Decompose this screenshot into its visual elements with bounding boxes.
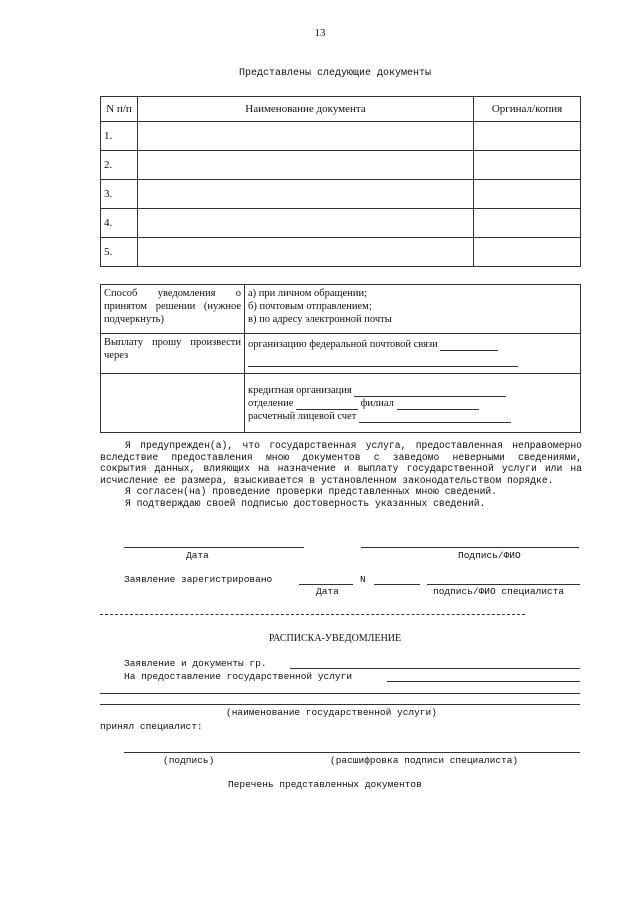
applicant-name-line[interactable]: [290, 668, 580, 669]
receipt-applicant-label: Заявление и документы гр.: [124, 658, 267, 669]
receipt-title: РАСПИСКА-УВЕДОМЛЕНИЕ: [268, 633, 402, 644]
date-line[interactable]: [124, 547, 304, 548]
service-name-caption: (наименование государственной услуги): [226, 707, 437, 718]
option-email[interactable]: в) по адресу электронной почты: [248, 314, 392, 325]
payment-bank-cell: [245, 374, 581, 433]
filial-field[interactable]: [397, 398, 479, 410]
original-copy-cell[interactable]: [474, 209, 581, 238]
service-line[interactable]: [387, 681, 580, 682]
postal-label: организацию федеральной почтовой связи: [248, 339, 438, 350]
row-number: 1.: [101, 122, 138, 151]
table-row: [101, 122, 581, 151]
notify-method-options: [245, 285, 581, 334]
table-row: [101, 151, 581, 180]
document-name-cell[interactable]: [138, 180, 474, 209]
row-number: 3.: [101, 180, 138, 209]
documents-table: [100, 96, 581, 267]
filial-label: филиал: [360, 398, 394, 409]
specialist-signature-line[interactable]: [427, 584, 580, 585]
row-number: 4.: [101, 209, 138, 238]
number-sign: N: [360, 574, 366, 585]
column-header-original-copy: Оргинал/копия: [474, 97, 581, 122]
postal-field[interactable]: [440, 339, 498, 351]
accepted-by-label: принял специалист:: [100, 721, 203, 732]
signature-caption: (подпись): [163, 755, 215, 766]
signature-label: Подпись/ФИО: [458, 550, 521, 561]
account-label: расчетный лицевой счет: [248, 411, 357, 422]
option-mail[interactable]: б) почтовым отправлением;: [248, 301, 372, 312]
documents-list-title: Перечень представленных документов: [228, 779, 422, 790]
cut-line: [100, 614, 525, 615]
registered-label: Заявление зарегистрировано: [124, 574, 273, 585]
postal-field-2[interactable]: [248, 355, 518, 367]
table-row: [101, 238, 581, 267]
account-field[interactable]: [359, 411, 511, 423]
original-copy-cell[interactable]: [474, 151, 581, 180]
page-number: 13: [314, 27, 326, 39]
date-label: Дата: [186, 550, 209, 561]
notify-method-label: Способ уведомления о принятом решении (нужное подчеркнуть): [101, 285, 245, 334]
table-row: [101, 209, 581, 238]
specialist-line[interactable]: [124, 752, 580, 753]
declaration-text: [100, 440, 582, 510]
row-number: 5.: [101, 238, 138, 267]
original-copy-cell[interactable]: [474, 238, 581, 267]
registered-number-line[interactable]: [374, 584, 420, 585]
credit-org-field[interactable]: [354, 385, 506, 397]
consent-paragraph: Я согласен(на) проведение проверки представленных мною сведений.: [125, 486, 498, 498]
document-name-cell[interactable]: [138, 122, 474, 151]
service-line-2[interactable]: [100, 693, 580, 694]
registered-date-label: Дата: [316, 586, 339, 597]
original-copy-cell[interactable]: [474, 122, 581, 151]
receipt-service-label: На предоставление государственной услуги: [124, 671, 353, 682]
original-copy-cell[interactable]: [474, 180, 581, 209]
service-line-3[interactable]: [100, 704, 580, 705]
documents-heading: Представлены следующие документы: [238, 68, 432, 79]
signature-line[interactable]: [361, 547, 579, 548]
branch-label: отделение: [248, 398, 294, 409]
table-header-row: [101, 97, 581, 122]
confirm-paragraph: Я подтверждаю своей подписью достоверность указанных сведений.: [125, 497, 486, 509]
warning-paragraph: Я предупрежден(а), что государственная услуга, предоставленная неправомерно вследствие предоставления мною документов с заведомо неверными сведениями, сокрытия данных, влияющих на назначение и выплату государственной услуги или на исчисление ее размера, взыскивается в установленном законодательством порядке.: [100, 440, 582, 486]
row-number: 2.: [101, 151, 138, 180]
document-name-cell[interactable]: [138, 151, 474, 180]
option-personal[interactable]: а) при личном обращении;: [248, 288, 367, 299]
column-header-name: Наименование документа: [138, 97, 474, 122]
column-header-number: N п/п: [101, 97, 138, 122]
branch-field[interactable]: [296, 398, 358, 410]
payment-label-empty: [101, 374, 245, 433]
registered-date-line[interactable]: [299, 584, 353, 585]
document-name-cell[interactable]: [138, 238, 474, 267]
table-row: [101, 180, 581, 209]
credit-org-label: кредитная организация: [248, 385, 352, 396]
decode-caption: (расшифровка подписи специалиста): [330, 755, 519, 766]
payment-label: Выплату прошу произвести через: [101, 334, 245, 374]
payment-postal-cell: [245, 334, 581, 374]
notification-table: [100, 284, 581, 433]
specialist-signature-label: подпись/ФИО специалиста: [433, 586, 565, 597]
document-name-cell[interactable]: [138, 209, 474, 238]
